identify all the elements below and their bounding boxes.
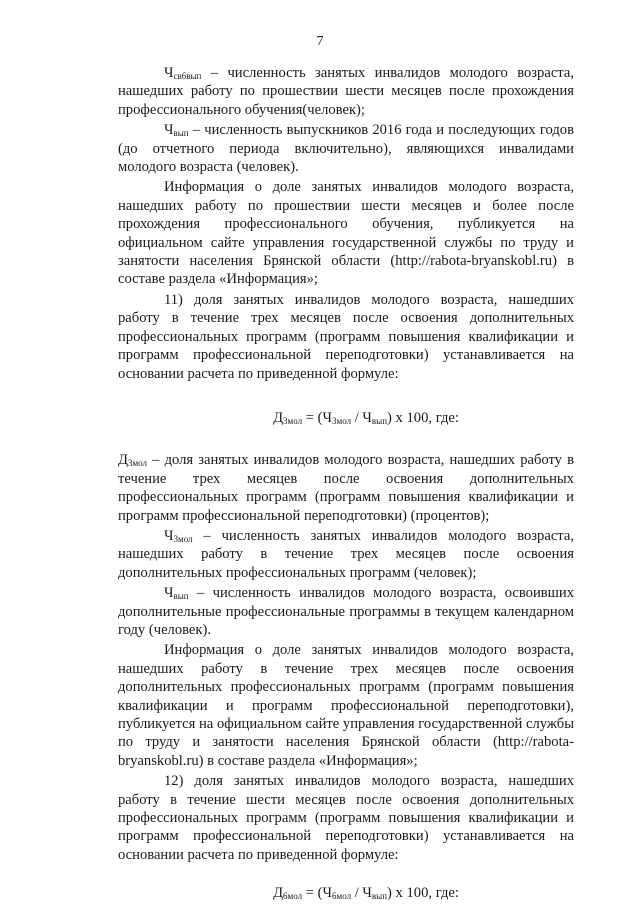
definition-ch-sv6vyp: $Ч_{св6вып}$ – численность занятых инвалидов молодого возраста, нашедших работу по прошествии шести месяцев после прохождения профессионального обучения(человек); bbox=[118, 65, 574, 118]
document-body bbox=[118, 64, 574, 903]
definition-ch-vyp-2: $Ч_{вып}$ – численность инвалидов молодого возраста, освоивших дополнительные профессиональные программы в текущем календарном году (человек). bbox=[118, 585, 574, 638]
formula-d3mol: $Д_{3мол} = (Ч_{3мол} / Ч_{вып})$ х 100, где: bbox=[273, 409, 459, 426]
definition-ch-vyp: $Ч_{вып}$ – численность выпускников 2016 года и последующих годов (до отчетного периода включительно), являющихся инвалидами молодого возраста (человек). bbox=[118, 122, 574, 176]
info-paragraph-1: Информация о доле занятых инвалидов молодого возраста, нашедших работу по прошествии шести месяцев и более после прохождения профессионального обучения, публикуется на официальном сайте управления государственной службы по труду и занятости населения Брянской области (http://rabota-bryanskobl.ru) в составе раздела «Информация»; bbox=[118, 179, 574, 288]
page-number: 7 bbox=[316, 34, 324, 49]
item-12-paragraph: 12) доля занятых инвалидов молодого возраста, нашедших работу в течение шести месяцев после освоения дополнительных профессиональных программ (программ повышения квалификации и программ профессиональной переподготовки) устанавливается на основании расчета по приведенной формуле: bbox=[118, 773, 574, 863]
definition-ch3mol: $Ч_{3мол}$ – численность занятых инвалидов молодого возраста, нашедших работу в течение трех месяцев после освоения дополнительных профессиональных программ (человек); bbox=[118, 527, 574, 581]
formula-d6mol: $Д_{6мол} = (Ч_{6мол} / Ч_{вып})$ х 100, где: bbox=[273, 885, 459, 902]
definition-d3mol: $Д_{3мол}$ – доля занятых инвалидов молодого возраста, нашедших работу в течение трех месяцев после освоения дополнительных профессиональных программ (программ повышения квалификации и программ профессиональной переподготовки) (процентов); bbox=[118, 452, 574, 524]
info-paragraph-2: Информация о доле занятых инвалидов молодого возраста, нашедших работу в течение трех месяцев после освоения дополнительных профессиональных программ (программ повышения квалификации и программ профессиональной переподготовки), публикуется на официальном сайте управления государственной службы по труду и занятости населения Брянской области (http://rabota-bryanskobl.ru) в составе раздела «Информация»; bbox=[118, 642, 574, 769]
item-11-paragraph: 11) доля занятых инвалидов молодого возраста, нашедших работу в течение трех месяцев после освоения дополнительных профессиональных программ (программ повышения квалификации и программ профессиональной переподготовки) устанавливается на основании расчета по приведенной формуле: bbox=[118, 291, 574, 382]
